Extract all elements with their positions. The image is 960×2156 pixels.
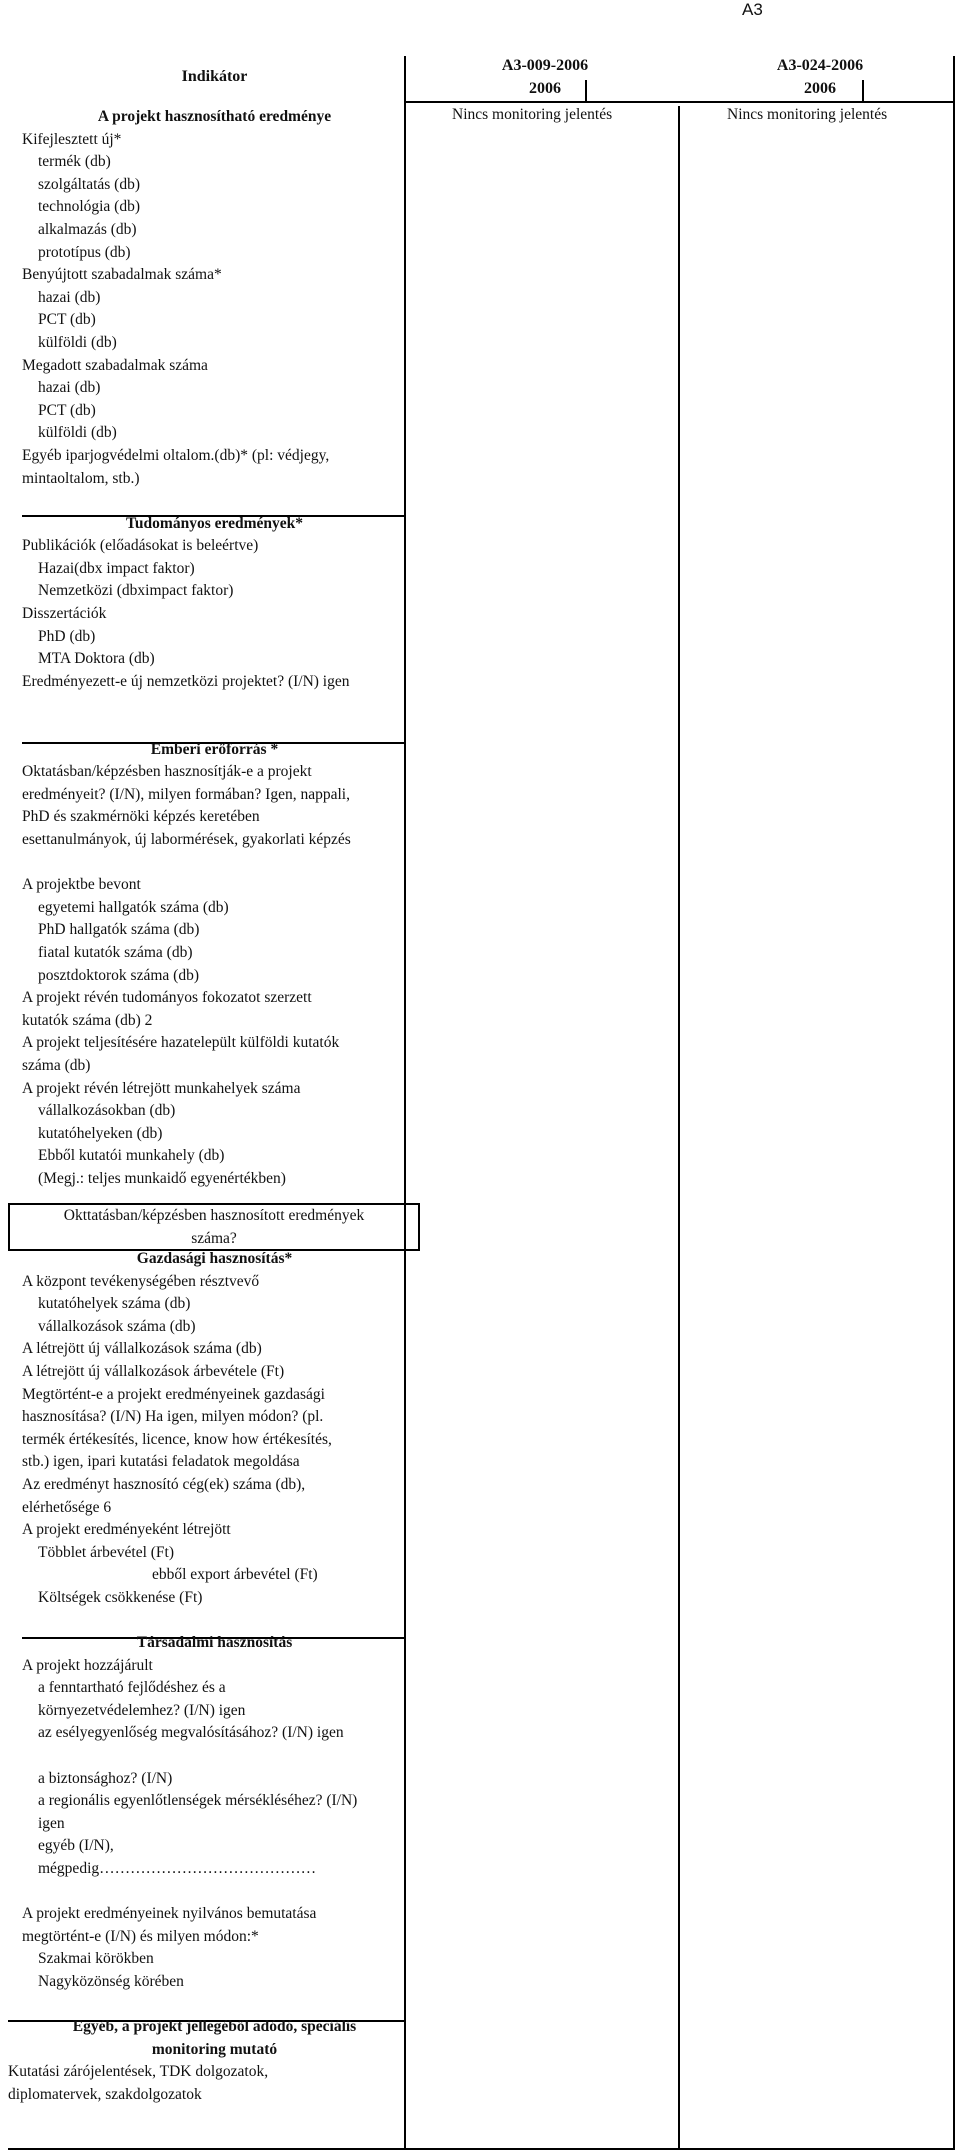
spacer — [22, 490, 407, 513]
indicator-row: Publikációk (előadásokat is beleértve) — [22, 537, 259, 555]
indicator-row: termék értékesítés, licence, know how értékesítés, — [22, 1430, 332, 1448]
indicator-row: Megadott szabadalmak száma — [22, 356, 208, 374]
indicator-row: Ebből kutatói munkahely (db) — [38, 1147, 225, 1165]
indicator-row: hazai (db) — [38, 379, 101, 397]
indicator-row: A projekt eredményeinek nyilvános bemutatása — [22, 1905, 317, 1923]
indicator-row: Szakmai körökben — [38, 1950, 154, 1968]
indicator-list-1 — [22, 106, 407, 1191]
indicator-row: PhD hallgatók száma (db) — [38, 921, 200, 939]
indicator-row: PhD és szakmérnöki képzés keretében — [22, 808, 260, 826]
indicator-row: MTA Doktora (db) — [38, 650, 155, 668]
col1-year: 2006 — [529, 80, 561, 97]
indicator-row: vállalkozásokban (db) — [38, 1102, 176, 1120]
indicator-row: megtörtént-e (I/N) és milyen módon:* — [22, 1927, 259, 1945]
section-heading: Gazdasági hasznosítás* — [136, 1250, 293, 1267]
indicator-row: Oktatásban/képzésben hasznosítják-e a projekt — [22, 763, 312, 781]
spacer — [22, 1994, 407, 2017]
indicator-row: diplomatervek, szakdolgozatok — [8, 2085, 202, 2103]
indicator-row: kutatók száma (db) 2 — [22, 1011, 153, 1029]
indicator-row: stb.) igen, ipari kutatási feladatok megoldása — [22, 1453, 300, 1471]
section-heading: Tudományos eredmények* — [126, 514, 303, 532]
col1-year-tick — [585, 80, 587, 102]
header-divider — [405, 101, 955, 103]
col1-status: Nincs monitoring jelentés — [452, 106, 613, 123]
indicator-row: Kutatási zárójelentések, TDK dolgozatok, — [8, 2063, 269, 2081]
indicator-row: egyetemi hallgatók száma (db) — [38, 898, 229, 916]
spacer — [22, 1745, 407, 1768]
col1-code: A3-009-2006 — [501, 57, 589, 74]
indicator-row: hazai (db) — [38, 288, 101, 306]
section-heading: Emberi erőforrás * — [150, 740, 279, 758]
col-separator-3 — [953, 56, 955, 2150]
indicator-row: elérhetősége 6 — [22, 1498, 112, 1516]
indicator-row: ebből export árbevétel (Ft) — [152, 1566, 318, 1584]
indicator-row: kutatóhelyek száma (db) — [38, 1295, 191, 1313]
section-heading: Egyéb, a projekt jellegéből adódó, speciális — [72, 2018, 357, 2036]
indicator-row: Hazai(dbx impact faktor) — [38, 559, 195, 577]
indicator-row: esettanulmányok, új labormérések, gyakorlati képzés — [22, 831, 351, 848]
indicator-row: Benyújtott szabadalmak száma* — [22, 266, 222, 284]
indicator-row: Megtörtént-e a projekt eredményeinek gazdasági — [22, 1385, 325, 1403]
indicator-row: termék (db) — [38, 153, 111, 171]
indicator-row: A projekt révén tudományos fokozatot szerzett — [22, 989, 312, 1007]
indicator-row: mégpedig…………………………………… — [38, 1860, 317, 1878]
section-heading: Társadalmi hasznosítás — [136, 1634, 293, 1652]
col-separator-2 — [678, 106, 680, 2150]
indicator-row: Disszertációk — [22, 605, 107, 623]
section-heading: monitoring mutató — [151, 2040, 278, 2058]
indicator-row: Kifejlesztett új* — [22, 130, 122, 148]
indicator-row: technológia (db) — [38, 198, 141, 216]
indicator-row: fiatal kutatók száma (db) — [38, 943, 193, 961]
indicator-row: A projekt eredményeként létrejött — [22, 1521, 231, 1539]
indicator-row: a biztonsághoz? (I/N) — [38, 1769, 173, 1787]
indicator-row: (Megj.: teljes munkaidő egyenértékben) — [38, 1169, 286, 1187]
indicator-row: egyéb (I/N), — [38, 1837, 114, 1855]
indicator-row: külföldi (db) — [38, 424, 117, 442]
indicator-row: Nagyközönség körében — [38, 1973, 184, 1990]
indicator-row: A létrejött új vállalkozások száma (db) — [22, 1340, 262, 1358]
indicator-row: kutatóhelyeken (db) — [38, 1124, 163, 1142]
col2-year-tick — [862, 80, 864, 102]
indicator-row: Nemzetközi (dbximpact faktor) — [38, 582, 234, 600]
indicator-row: a regionális egyenlőtlenségek mérsékléséhez? (I/N) — [38, 1792, 358, 1810]
indicator-row: A központ tevékenységében résztvevő — [22, 1272, 260, 1290]
boxed-question-line1: Okttatásban/képzésben hasznosított eredmények — [63, 1207, 365, 1224]
boxed-question — [8, 1203, 420, 1251]
indicator-row: PCT (db) — [38, 401, 96, 419]
indicator-row: posztdoktorok száma (db) — [38, 966, 199, 984]
spacer — [22, 1881, 407, 1904]
spacer — [22, 716, 407, 739]
indicator-row: prototípus (db) — [38, 243, 131, 261]
indicator-row: A projekt hozzájárult — [22, 1656, 153, 1674]
indicator-row: Egyéb iparjogvédelmi oltalom.(db)* (pl: védjegy, — [22, 446, 330, 464]
indicator-row: alkalmazás (db) — [38, 220, 137, 238]
indicator-row: szolgáltatás (db) — [38, 175, 141, 193]
col2-code: A3-024-2006 — [776, 57, 864, 74]
col2-status: Nincs monitoring jelentés — [727, 106, 888, 123]
spacer — [22, 693, 407, 716]
col2-year: 2006 — [804, 80, 836, 97]
indicator-row: Költségek csökkenése (Ft) — [38, 1588, 203, 1606]
indicator-row: külföldi (db) — [38, 333, 117, 351]
indicator-row: a fenntartható fejlődéshez és a — [38, 1679, 226, 1697]
indicator-row: igen — [38, 1814, 65, 1832]
spacer — [22, 852, 407, 875]
indicator-header: Indikátor — [181, 68, 248, 85]
indicator-row: Többlet árbevétel (Ft) — [38, 1543, 175, 1561]
indicator-row: az esélyegyenlőség megvalósításához? (I/N) igen — [38, 1724, 344, 1742]
indicator-row: eredményeit? (I/N), milyen formában? Igen, nappali, — [22, 785, 350, 803]
indicator-row: PCT (db) — [38, 311, 96, 329]
bottom-border — [8, 2148, 955, 2150]
indicator-row: Eredményezett-e új nemzetközi projektet? (I/N) igen — [22, 672, 350, 690]
indicator-row: száma (db) — [22, 1056, 91, 1074]
indicator-list-2 — [8, 1248, 407, 2107]
indicator-row: A projekt teljesítésére hazatelepült külföldi kutatók — [22, 1034, 340, 1052]
indicator-row: Az eredményt hasznosító cég(ek) száma (db), — [22, 1475, 306, 1493]
indicator-row: A létrejött új vállalkozások árbevétele (Ft) — [22, 1362, 285, 1380]
indicator-row: A projekt révén létrejött munkahelyek száma — [22, 1079, 301, 1097]
sheet-label: A3 — [742, 0, 763, 19]
spacer — [22, 1610, 407, 1633]
indicator-row: A projektbe bevont — [22, 876, 141, 894]
indicator-row: hasznosítása? (I/N) Ha igen, milyen módon? (pl. — [22, 1408, 324, 1426]
section-heading: A projekt hasznosítható eredménye — [97, 108, 332, 125]
indicator-row: PhD (db) — [38, 627, 96, 645]
indicator-row: vállalkozások száma (db) — [38, 1317, 196, 1335]
indicator-row: környezetvédelemhez? (I/N) igen — [38, 1701, 246, 1719]
boxed-question-line2: száma? — [191, 1229, 237, 1247]
indicator-row: mintaoltalom, stb.) — [22, 469, 140, 487]
